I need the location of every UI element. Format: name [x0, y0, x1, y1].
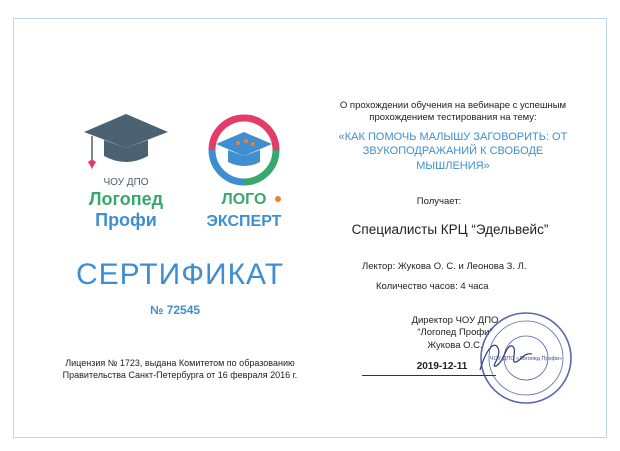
lecturer-text: Лектор: Жукова О. С. и Леонова З. Л.: [362, 261, 527, 272]
license-line-2: Правительства Санкт-Петербурга от 16 февраля 2016 г.: [62, 370, 298, 381]
orange-dot-icon: [275, 196, 281, 202]
director-org: “Логопед Профи”: [417, 327, 493, 339]
logo-left-line1: ЧОУ ДПО: [103, 177, 149, 188]
certificate-number: № 72545: [150, 303, 201, 317]
hours-text: Количество часов: 4 часа: [376, 281, 489, 292]
logo-left-line2: Логопед: [88, 189, 164, 209]
recipient-name: Специалисты КРЦ “Эдельвейс”: [351, 222, 549, 237]
circle-cap-icon: [212, 118, 276, 182]
license-text: [40, 357, 320, 381]
logo-expert-logo: [194, 110, 294, 240]
director-title: Директор ЧОУ ДПО: [411, 315, 499, 326]
logo-right-line2: ЭКСПЕРТ: [206, 213, 282, 230]
intro-text: [322, 100, 584, 125]
logo-right-line1: ЛОГО: [221, 191, 267, 208]
graduation-cap-icon: [84, 114, 168, 170]
license-line-1: Лицензия № 1723, выдана Комитетом по образованию: [65, 358, 295, 368]
topic-line-2: ЗВУКОПОДРАЖАНИЙ К СВОБОДЕ: [362, 145, 544, 158]
topic-line-1: «КАК ПОМОЧЬ МАЛЫШУ ЗАГОВОРИТЬ: ОТ: [338, 131, 568, 143]
director-name: Жукова О.С.: [427, 339, 483, 351]
intro-line-2: прохождением тестирования на тему:: [369, 112, 537, 124]
signature: [476, 330, 536, 380]
stamp-center-text: ЧОУ ДПО «Логопед Профи»: [489, 356, 563, 362]
topic-line-3: МЫШЛЕНИЯ»: [416, 159, 490, 172]
logoped-profi-logo: [76, 108, 176, 243]
certificate-title: СЕРТИФИКАТ: [75, 258, 285, 291]
webinar-topic: [322, 130, 584, 173]
heart-icon: [88, 160, 96, 170]
issue-date: 2019-12-11: [416, 361, 468, 372]
intro-line-1: О прохождении обучения на вебинаре с успешным: [339, 100, 567, 111]
logo-left-line3: Профи: [95, 210, 157, 230]
recipient-label: Получает:: [416, 196, 462, 207]
